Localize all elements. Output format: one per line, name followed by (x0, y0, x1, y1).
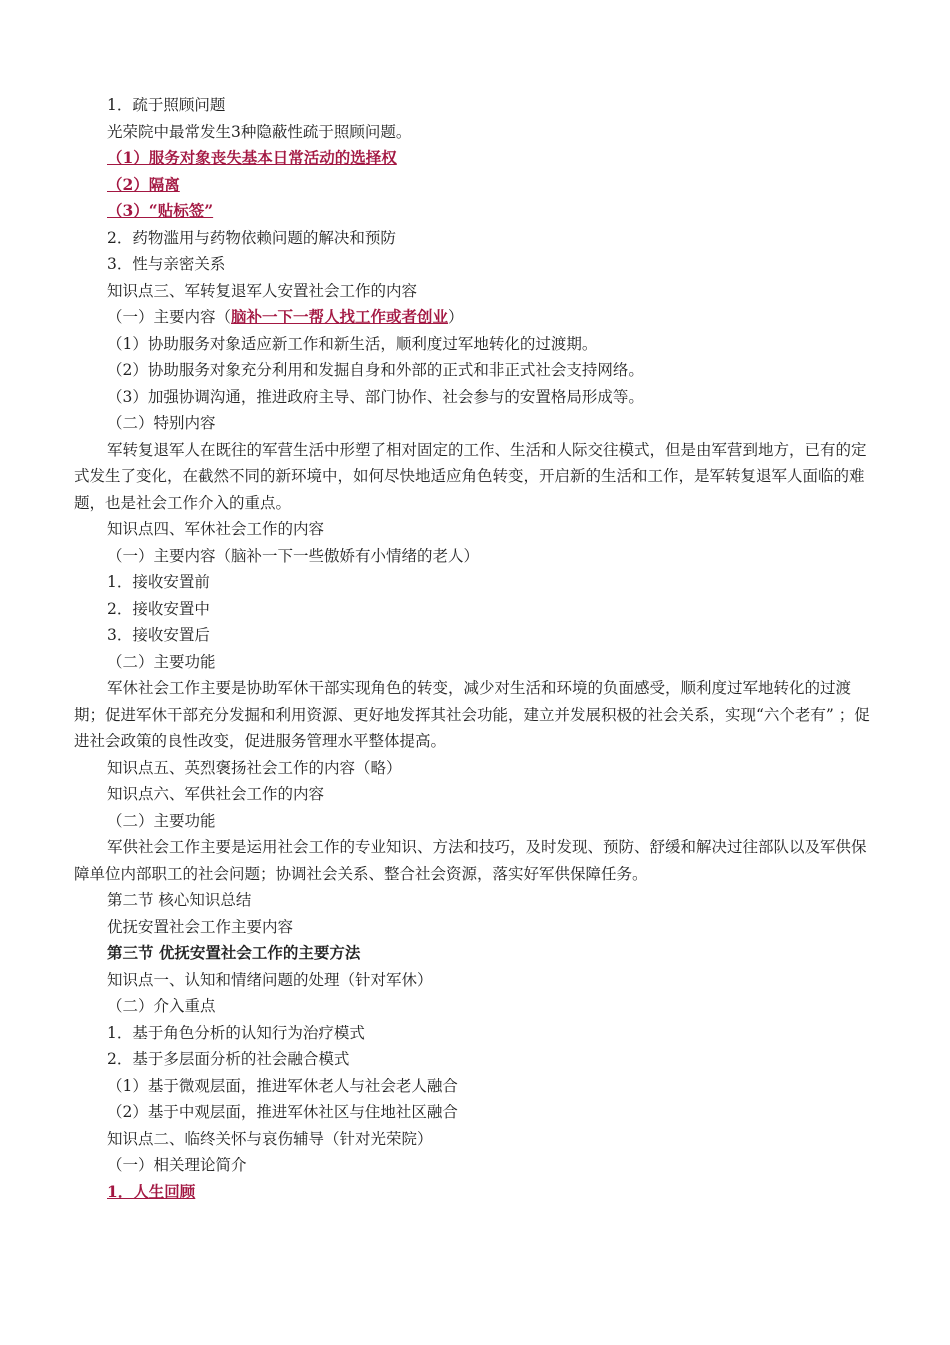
text-line: 2．药物滥用与药物依赖问题的解决和预防 (107, 228, 396, 247)
text-line: （二）介入重点 (107, 997, 216, 1015)
section-heading: 知识点三、军转复退军人安置社会工作的内容 (107, 281, 418, 300)
text-line: （二）主要功能 (107, 811, 216, 830)
highlight-item: （3）“贴标签” (107, 201, 214, 220)
text-line (107, 304, 872, 331)
text-line: 2．接收安置中 (107, 599, 210, 618)
section-heading: 知识点五、英烈褒扬社会工作的内容（略） (107, 758, 402, 777)
section-title: 第二节 核心知识总结 (107, 891, 252, 909)
text-line: 3．接收安置后 (107, 626, 210, 644)
text-line: （二）特别内容 (107, 414, 216, 432)
paragraph: 军转复退军人在既往的军营生活中形塑了相对固定的工作、生活和人际交往模式，但是由军营到地方，已有的定式发生了变化，在截然不同的新环境中，如何尽快地适应角色转变，开启新的生活和工作，是军转复退军人面临的难题，也是社会工作介入的重点。 (74, 440, 867, 512)
section-heading: 知识点四、军休社会工作的内容 (107, 520, 325, 538)
text-line: （二）主要功能 (107, 652, 216, 671)
text-line: （2）基于中观层面，推进军休社区与住地社区融合 (107, 1103, 458, 1121)
text-line: 1．接收安置前 (107, 573, 210, 591)
text-fragment: （一）主要内容（ (107, 308, 232, 326)
section-heading: 知识点一、认知和情绪问题的处理（针对军休） (107, 970, 433, 989)
text-line: 3．性与亲密关系 (107, 255, 226, 273)
text-line: 光荣院中最常发生3种隐蔽性疏于照顾问题。 (107, 122, 412, 141)
text-line: （1）协助服务对象适应新工作和新生活，顺利度过军地转化的过渡期。 (107, 334, 598, 353)
highlight-fragment: 脑补一下一帮人找工作或者创业 (231, 307, 449, 326)
highlight-item: （2）隔离 (107, 174, 180, 194)
section-heading: 知识点二、临终关怀与哀伤辅导（针对光荣院） (107, 1129, 433, 1148)
heading-neglect: 1．疏于照顾问题 (107, 96, 226, 114)
text-line: 1．基于角色分析的认知行为治疗模式 (107, 1023, 365, 1042)
highlight-item: 1．人生回顾 (107, 1181, 196, 1201)
text-fragment: ） (448, 308, 464, 326)
text-line: 优抚安置社会工作主要内容 (107, 917, 294, 936)
highlight-item: （1）服务对象丧失基本日常活动的选择权 (107, 148, 397, 167)
paragraph: 军供社会工作主要是运用社会工作的专业知识、方法和技巧，及时发现、预防、舒缓和解决过往部队以及军供保障单位内部职工的社会问题；协调社会关系、整合社会资源，落实好军供保障任务。 (74, 838, 867, 883)
document-body (74, 92, 872, 1205)
text-line: （2）协助服务对象充分利用和发掘自身和外部的正式和非正式社会支持网络。 (107, 361, 644, 379)
text-line: 2．基于多层面分析的社会融合模式 (107, 1050, 350, 1068)
paragraph: 军休社会工作主要是协助军休干部实现角色的转变，减少对生活和环境的负面感受，顺利度过军地转化的过渡期；促进军休干部充分发掘和利用资源、更好地发挥其社会功能，建立并发展积极的社会关系，实现“六个老有” ；促进社会政策的良性改变，促进服务管理水平整体提高。 (74, 679, 870, 750)
text-line: （3）加强协调沟通，推进政府主导、部门协作、社会参与的安置格局形成等。 (107, 387, 644, 406)
text-line: （一）相关理论简介 (107, 1156, 247, 1174)
text-line: （一）主要内容（脑补一下一些傲娇有小情绪的老人） (107, 546, 480, 565)
section-heading: 知识点六、军供社会工作的内容 (107, 785, 325, 803)
text-line: （1）基于微观层面，推进军休老人与社会老人融合 (107, 1076, 458, 1095)
section-title-bold: 第三节 优抚安置社会工作的主要方法 (107, 943, 361, 962)
